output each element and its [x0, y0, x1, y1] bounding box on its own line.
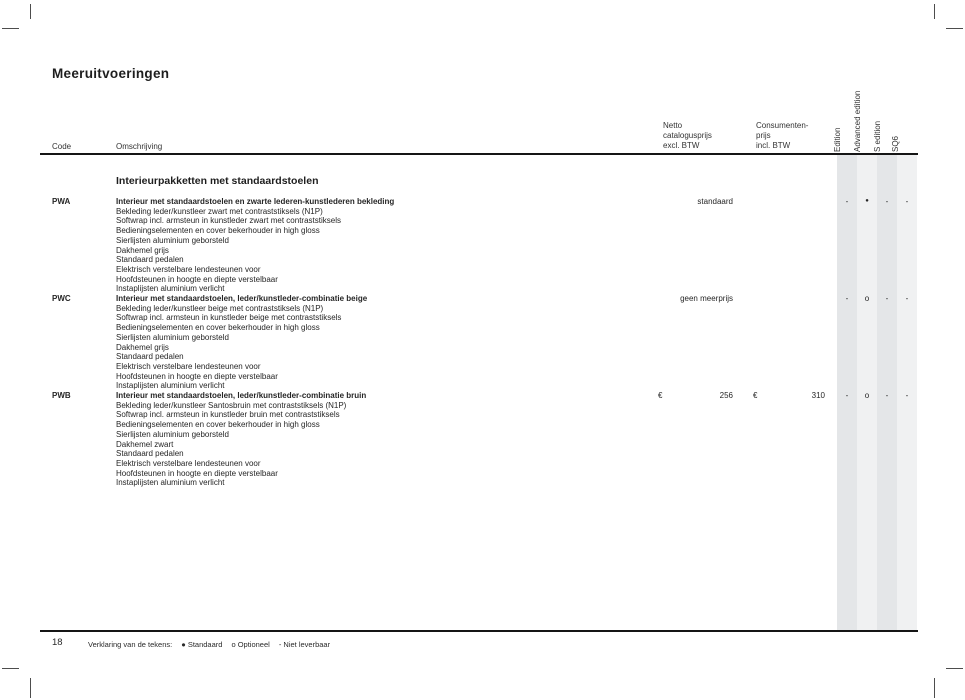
table-top-rule: [40, 153, 918, 155]
consumer-price: [753, 391, 825, 401]
table-bottom-rule: [40, 630, 918, 632]
currency-symbol: €: [753, 391, 758, 400]
consumer-price-value: 310: [811, 391, 825, 400]
availability-cell: -: [885, 197, 889, 206]
row-detail-line: Softwrap incl. armsteun in kunstleder beige met contraststiksels: [116, 313, 342, 323]
crop-mark-icon: [2, 668, 19, 669]
row-detail-line: Dakhemel grijs: [116, 342, 169, 352]
row-detail-line: Sierlijsten aluminium geborsteld: [116, 429, 229, 439]
net-price-value: geen meerprijs: [680, 294, 733, 303]
row-detail-line: Bedieningselementen en cover bekerhouder in high gloss: [116, 226, 320, 236]
table-row: [0, 391, 965, 488]
row-title: Interieur met standaardstoelen en zwarte lederen-kunstlederen bekleding: [116, 197, 395, 206]
net-price-value: 256: [719, 391, 733, 400]
row-title: Interieur met standaardstoelen, leder/kunstleder-combinatie bruin: [116, 391, 367, 400]
row-detail-line: Sierlijsten aluminium geborsteld: [116, 332, 229, 342]
crop-mark-icon: [2, 28, 19, 29]
net-price: [658, 391, 733, 401]
net-price-line: Netto: [663, 121, 683, 130]
column-header-net-price: [663, 121, 712, 151]
row-detail-line: Dakhemel zwart: [116, 439, 174, 449]
consumer-price-line: prijs: [756, 131, 771, 140]
row-description: [116, 197, 394, 294]
net-price: [658, 294, 733, 304]
column-header-description: Omschrijving: [116, 142, 163, 151]
row-detail-line: Elektrisch verstelbare lendesteunen voor: [116, 264, 261, 274]
row-detail-line: Standaard pedalen: [116, 449, 184, 459]
net-price-line: excl. BTW: [663, 141, 700, 150]
row-detail-line: Standaard pedalen: [116, 255, 184, 265]
availability-cell: -: [905, 197, 909, 206]
availability-cell: -: [845, 294, 849, 303]
column-header-s-edition: S edition: [873, 120, 882, 152]
column-header-edition: Edition: [833, 127, 842, 152]
net-price: [658, 197, 733, 207]
availability-cell: ●: [865, 198, 869, 204]
table-row: [0, 294, 965, 391]
row-detail-line: Bekleding leder/kunstleer beige met contraststiksels (N1P): [116, 303, 324, 313]
availability-cell: -: [905, 294, 909, 303]
legend-item-standaard: ● Standaard: [181, 640, 223, 649]
currency-symbol: €: [658, 391, 663, 400]
row-detail-line: Softwrap incl. armsteun in kunstleder bruin met contraststiksels: [116, 410, 340, 420]
row-detail-line: Standaard pedalen: [116, 352, 184, 362]
row-detail-line: Elektrisch verstelbare lendesteunen voor: [116, 361, 261, 371]
net-price-line: catalogusprijs: [663, 131, 712, 140]
consumer-price-line: Consumenten-: [756, 121, 809, 130]
row-description: [116, 391, 366, 488]
net-price-value: standaard: [697, 197, 733, 206]
row-detail-line: Dakhemel grijs: [116, 245, 169, 255]
crop-mark-icon: [946, 668, 963, 669]
row-detail-line: Instaplijsten aluminium verlicht: [116, 381, 225, 391]
row-detail-line: Elektrisch verstelbare lendesteunen voor: [116, 458, 261, 468]
section-heading: Interieurpakketten met standaardstoelen: [116, 175, 319, 187]
crop-mark-icon: [30, 4, 31, 19]
column-header-code: Code: [52, 142, 72, 151]
row-detail-line: Instaplijsten aluminium verlicht: [116, 478, 225, 488]
row-detail-line: Bedieningselementen en cover bekerhouder in high gloss: [116, 323, 320, 333]
row-detail-line: Sierlijsten aluminium geborsteld: [116, 235, 229, 245]
availability-cell: -: [845, 197, 849, 206]
availability-cell: o: [864, 391, 870, 400]
page-title: Meeruitvoeringen: [52, 66, 170, 81]
symbols-legend: [88, 640, 339, 649]
row-title: Interieur met standaardstoelen, leder/kunstleder-combinatie beige: [116, 294, 368, 303]
row-detail-line: Hoofdsteunen in hoogte en diepte verstelbaar: [116, 468, 278, 478]
table-row: [0, 197, 965, 294]
availability-cell: -: [885, 391, 889, 400]
row-description: [116, 294, 367, 391]
crop-mark-icon: [934, 678, 935, 698]
availability-cell: -: [845, 391, 849, 400]
column-header-consumer-price: [756, 121, 808, 151]
row-detail-line: Bekleding leder/kunstleer Santosbruin met contraststiksels (N1P): [116, 400, 347, 410]
row-detail-line: Hoofdsteunen in hoogte en diepte verstelbaar: [116, 274, 278, 284]
availability-cell: o: [864, 294, 870, 303]
crop-mark-icon: [946, 28, 963, 29]
column-header-sq6: SQ6: [891, 135, 900, 152]
row-detail-line: Softwrap incl. armsteun in kunstleder zwart met contraststiksels: [116, 216, 341, 226]
row-detail-line: Instaplijsten aluminium verlicht: [116, 284, 225, 294]
row-detail-line: Hoofdsteunen in hoogte en diepte verstelbaar: [116, 371, 278, 381]
legend-item-niet-leverbaar: - Niet leverbaar: [278, 640, 331, 649]
crop-mark-icon: [934, 4, 935, 19]
legend-item-optioneel: o Optioneel: [231, 640, 270, 649]
row-code: PWA: [52, 197, 71, 206]
row-code: PWB: [52, 391, 71, 400]
row-detail-line: Bedieningselementen en cover bekerhouder in high gloss: [116, 420, 320, 430]
availability-cell: -: [905, 391, 909, 400]
column-header-advanced-edition: Advanced edition: [853, 90, 862, 152]
consumer-price-line: incl. BTW: [756, 141, 791, 150]
legend-label: Verklaring van de tekens:: [88, 640, 173, 649]
row-detail-line: Bekleding leder/kunstleer zwart met contraststiksels (N1P): [116, 206, 323, 216]
page-number: 18: [52, 637, 63, 648]
crop-mark-icon: [30, 678, 31, 698]
row-code: PWC: [52, 294, 71, 303]
availability-cell: -: [885, 294, 889, 303]
